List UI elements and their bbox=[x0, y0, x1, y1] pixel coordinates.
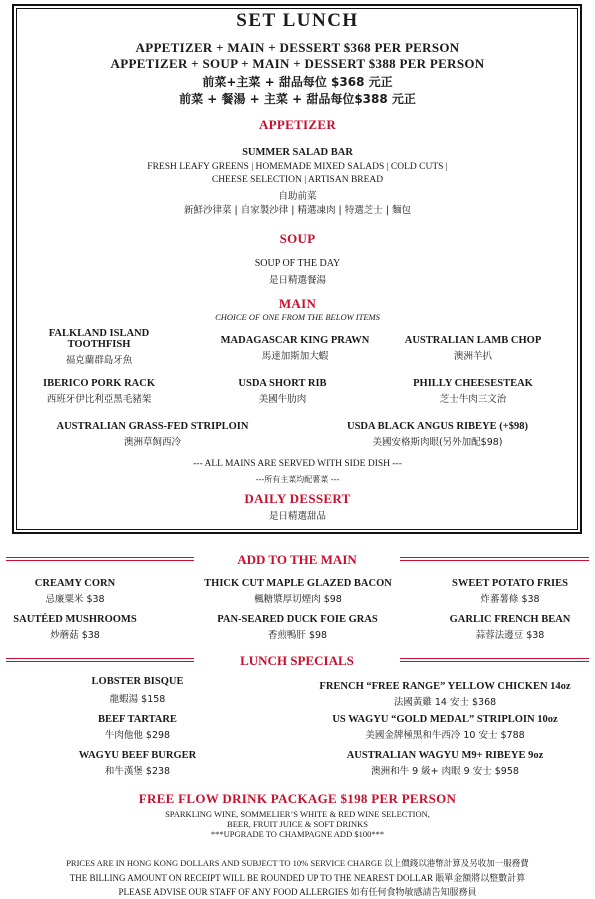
set-price-en-2: APPETIZER + SOUP + MAIN + DESSERT $388 PER PERSON bbox=[110, 56, 485, 71]
soup-name-cn: 是日精選餐湯 bbox=[268, 275, 326, 286]
footer-rounding: THE BILLING AMOUNT ON RECEIPT WILL BE ROUNDED UP TO THE NEAREST DOLLAR 賬單金額將以整數計算 bbox=[69, 873, 526, 883]
dessert-heading: DAILY DESSERT bbox=[244, 491, 351, 506]
special-item-wagyu-striploin: US WAGYU “GOLD MEDAL” STRIPLOIN 10oz 美國金牌極黑和牛西冷 10 安士 $788 bbox=[332, 714, 558, 741]
main-side-cn: ---所有主菜均配薯菜 --- bbox=[255, 475, 340, 484]
main-item-short-rib: USDA SHORT RIB 美國牛肋肉 bbox=[238, 378, 327, 405]
appetizer-desc-cn: 新鮮沙律菜 | 自家製沙律 | 精選凍肉 | 特選芝士 | 麵包 bbox=[184, 205, 411, 216]
lunch-specials-heading: LUNCH SPECIALS bbox=[240, 653, 354, 668]
footer-allergies: PLEASE ADVISE OUR STAFF OF ANY FOOD ALLERGIES 如有任何食物敏感請告知服務員 bbox=[118, 887, 477, 897]
soup-heading: SOUP bbox=[279, 231, 316, 246]
set-price-cn-1: 前菜+主菜 + 甜品每位 $368 元正 bbox=[202, 75, 393, 89]
appetizer-heading: APPETIZER bbox=[258, 117, 337, 132]
soup-name: SOUP OF THE DAY bbox=[254, 258, 341, 269]
set-lunch-title: SET LUNCH bbox=[236, 10, 359, 31]
main-item-ribeye: USDA BLACK ANGUS RIBEYE (+$98) 美國安格斯肉眼(另外加配$98) bbox=[346, 421, 528, 448]
drink-package-heading: FREE FLOW DRINK PACKAGE $198 PER PERSON bbox=[138, 791, 457, 806]
divider-right bbox=[400, 557, 589, 561]
divider-left bbox=[6, 557, 194, 561]
main-heading: MAIN bbox=[278, 296, 317, 311]
add-item-mushrooms: SAUTÉED MUSHROOMS 炒蘑菇 $38 bbox=[13, 614, 137, 641]
appetizer-desc-1: FRESH LEAFY GREENS | HOMEMADE MIXED SALADS | COLD CUTS | bbox=[147, 162, 448, 172]
add-item-sweet-potato-fries: SWEET POTATO FRIES 炸蕃薯條 $38 bbox=[452, 578, 568, 605]
drink-line-1: SPARKLING WINE, SOMMELIER’S WHITE & RED WINE SELECTION, bbox=[165, 809, 430, 819]
drink-line-3: ***UPGRADE TO CHAMPAGNE ADD $100*** bbox=[210, 829, 385, 839]
main-side-en: --- ALL MAINS ARE SERVED WITH SIDE DISH --- bbox=[193, 459, 402, 469]
main-item-lamb-chop: AUSTRALIAN LAMB CHOP 澳洲羊扒 bbox=[404, 335, 542, 362]
appetizer-name: SUMMER SALAD BAR bbox=[242, 147, 353, 158]
main-item-toothfish: FALKLAND ISLAND TOOTHFISH 福克蘭群島牙魚 bbox=[48, 328, 150, 366]
main-item-cheesesteak: PHILLY CHEESESTEAK 芝士牛肉三文治 bbox=[413, 378, 533, 405]
appetizer-desc-2: CHEESE SELECTION | ARTISAN BREAD bbox=[211, 175, 384, 185]
main-item-striploin: AUSTRALIAN GRASS-FED STRIPLOIN 澳洲草飼西冷 bbox=[56, 421, 249, 448]
appetizer-name-cn: 自助前菜 bbox=[278, 191, 317, 202]
set-price-en-1: APPETIZER + MAIN + DESSERT $368 PER PERSON bbox=[135, 40, 460, 55]
footer-service-charge: PRICES ARE IN HONG KONG DOLLARS AND SUBJECT TO 10% SERVICE CHARGE 以上價錢以港幣計算及另收加一服務費 bbox=[66, 858, 529, 868]
dessert-name-cn: 是日精選甜品 bbox=[268, 511, 326, 522]
special-item-wagyu-ribeye: AUSTRALIAN WAGYU M9+ RIBEYE 9oz 澳洲和牛 9 級+ 肉眼 9 安士 $958 bbox=[346, 750, 544, 777]
divider-left-2 bbox=[6, 658, 194, 662]
special-item-wagyu-burger: WAGYU BEEF BURGER 和牛漢堡 $238 bbox=[78, 750, 197, 777]
main-item-iberico-pork: IBERICO PORK RACK 西班牙伊比利亞黑毛豬架 bbox=[42, 378, 155, 405]
add-item-bacon: THICK CUT MAPLE GLAZED BACON 楓糖漿厚切煙肉 $98 bbox=[204, 578, 392, 605]
add-item-foie-gras: PAN-SEARED DUCK FOIE GRAS 香煎鴨肝 $98 bbox=[217, 614, 378, 641]
set-price-cn-2: 前菜 + 餐湯 + 主菜 + 甜品每位$388 元正 bbox=[179, 92, 416, 106]
main-item-king-prawn: MADAGASCAR KING PRAWN 馬達加斯加大蝦 bbox=[220, 335, 370, 362]
add-item-creamy-corn: CREAMY CORN 忌廉粟米 $38 bbox=[34, 578, 116, 605]
special-item-lobster-bisque: LOBSTER BISQUE 龍蝦湯 $158 bbox=[91, 676, 184, 705]
divider-right-2 bbox=[400, 658, 589, 662]
main-note: CHOICE OF ONE FROM THE BELOW ITEMS bbox=[215, 312, 380, 322]
special-item-beef-tartare: BEEF TARTARE 牛肉他他 $298 bbox=[98, 714, 177, 741]
add-item-french-bean: GARLIC FRENCH BEAN 蒜蓉法邊豆 $38 bbox=[449, 614, 571, 641]
special-item-yellow-chicken: FRENCH “FREE RANGE” YELLOW CHICKEN 14oz 法國黃雞 14 安士 $368 bbox=[319, 681, 571, 708]
drink-line-2: BEER, FRUIT JUICE & SOFT DRINKS bbox=[227, 819, 368, 829]
add-to-main-heading: ADD TO THE MAIN bbox=[237, 552, 357, 567]
